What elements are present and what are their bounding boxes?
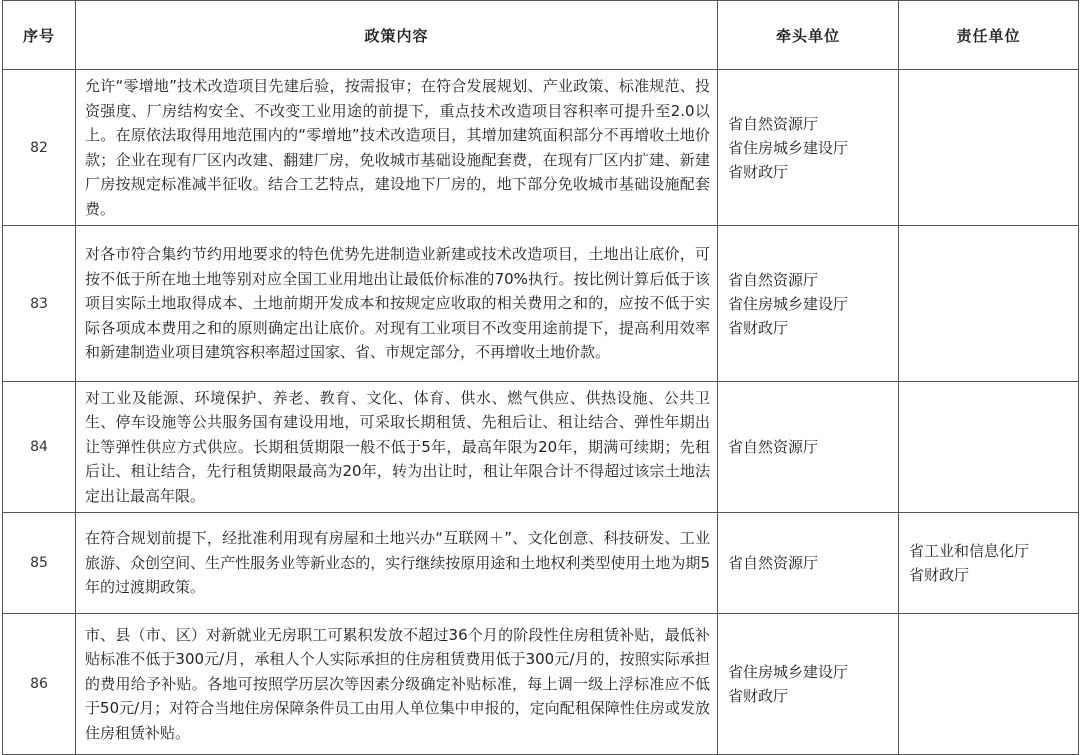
table-row bbox=[3, 614, 1079, 755]
header-content: 政策内容 bbox=[76, 1, 718, 70]
table-row bbox=[3, 70, 1079, 226]
lead-unit: 省财政厅 bbox=[728, 318, 789, 337]
row-number: 86 bbox=[3, 614, 76, 755]
responsible-unit-cell bbox=[899, 226, 1079, 382]
table-row bbox=[3, 226, 1079, 382]
table-row bbox=[3, 513, 1079, 614]
responsible-unit-cell bbox=[899, 382, 1079, 513]
lead-unit: 省住房城乡建设厅 bbox=[728, 294, 849, 313]
lead-unit-cell bbox=[718, 513, 899, 614]
table-body bbox=[3, 70, 1079, 755]
table-row bbox=[3, 382, 1079, 513]
policy-content: 允许“零增地”技术改造项目先建后验，按需报审；在符合发展规划、产业政策、标准规范、投资强度、厂房结构安全、不改变工业用途的前提下，重点技术改造项目容积率可提升至2.0以上。在原依法取得用地范围内的“零增地”技术改造项目，其增加建筑面积部分不再增收土地价款；企业在现有厂区内改建、翻建厂房，免收城市基础设施配套费，在现有厂区内扩建、新建厂房按规定标准减半征收。结合工艺特点，建设地下厂房的，地下部分免收城市基础设施配套费。 bbox=[76, 70, 718, 226]
lead-unit: 省住房城乡建设厅 bbox=[728, 138, 849, 157]
lead-unit: 省自然资源厅 bbox=[728, 114, 819, 133]
responsible-unit-cell bbox=[899, 513, 1079, 614]
responsible-unit: 省财政厅 bbox=[909, 566, 970, 584]
header-lead: 牵头单位 bbox=[718, 1, 899, 70]
header-no: 序号 bbox=[3, 1, 76, 70]
header-responsible: 责任单位 bbox=[899, 1, 1079, 70]
lead-unit: 省自然资源厅 bbox=[728, 438, 819, 456]
policy-table bbox=[2, 0, 1079, 755]
responsible-unit-cell bbox=[899, 70, 1079, 226]
lead-unit: 省财政厅 bbox=[728, 162, 789, 181]
policy-content: 在符合规划前提下，经批准利用现有房屋和土地兴办“互联网＋”、文化创意、科技研发、工业旅游、众创空间、生产性服务业等新业态的，实行继续按原用途和土地权利类型使用土地为期5年的过渡期政策。 bbox=[76, 513, 718, 614]
row-number: 85 bbox=[3, 513, 76, 614]
lead-unit-cell bbox=[718, 382, 899, 513]
responsible-unit: 省工业和信息化厅 bbox=[909, 542, 1030, 560]
lead-unit-cell bbox=[718, 70, 899, 226]
row-number: 84 bbox=[3, 382, 76, 513]
lead-unit-cell bbox=[718, 614, 899, 755]
row-number: 83 bbox=[3, 226, 76, 382]
lead-unit: 省财政厅 bbox=[728, 687, 789, 705]
lead-unit: 省自然资源厅 bbox=[728, 270, 819, 289]
lead-unit: 省住房城乡建设厅 bbox=[728, 663, 849, 681]
row-number: 82 bbox=[3, 70, 76, 226]
policy-content: 市、县（市、区）对新就业无房职工可累积发放不超过36个月的阶段性住房租赁补贴，最低补贴标准不低于300元/月，承租人个人实际承担的住房租赁费用低于300元/月的，按照实际承担的费用给予补贴。各地可按照学历层次等因素分级确定补贴标准，每上调一级上浮标准应不低于50元/月；对符合当地住房保障条件员工由用人单位集中申报的，定向配租保障性住房或发放住房租赁补贴。 bbox=[76, 614, 718, 755]
policy-content: 对工业及能源、环境保护、养老、教育、文化、体育、供水、燃气供应、供热设施、公共卫生、停车设施等公共服务国有建设用地，可采取长期租赁、先租后让、租让结合、弹性年期出让等弹性供应方式供应。长期租赁期限一般不低于5年，最高年限为20年，期满可续期；先租后让、租让结合，先行租赁期限最高为20年，转为出让时，租让年限合计不得超过该宗土地法定出让最高年限。 bbox=[76, 382, 718, 513]
policy-content: 对各市符合集约节约用地要求的特色优势先进制造业新建或技术改造项目，土地出让底价，可按不低于所在地土地等别对应全国工业用地出让最低价标准的70%执行。按比例计算后低于该项目实际土地取得成本、土地前期开发成本和按规定应收取的相关费用之和的，应按不低于实际各项成本费用之和的原则确定出让底价。对现有工业项目不改变用途前提下，提高利用效率和新建制造业项目建筑容积率超过国家、省、市规定部分，不再增收土地价款。 bbox=[76, 226, 718, 382]
table-header bbox=[3, 1, 1079, 70]
lead-unit: 省自然资源厅 bbox=[728, 554, 819, 572]
responsible-unit-cell bbox=[899, 614, 1079, 755]
header-row bbox=[3, 1, 1079, 70]
lead-unit-cell bbox=[718, 226, 899, 382]
